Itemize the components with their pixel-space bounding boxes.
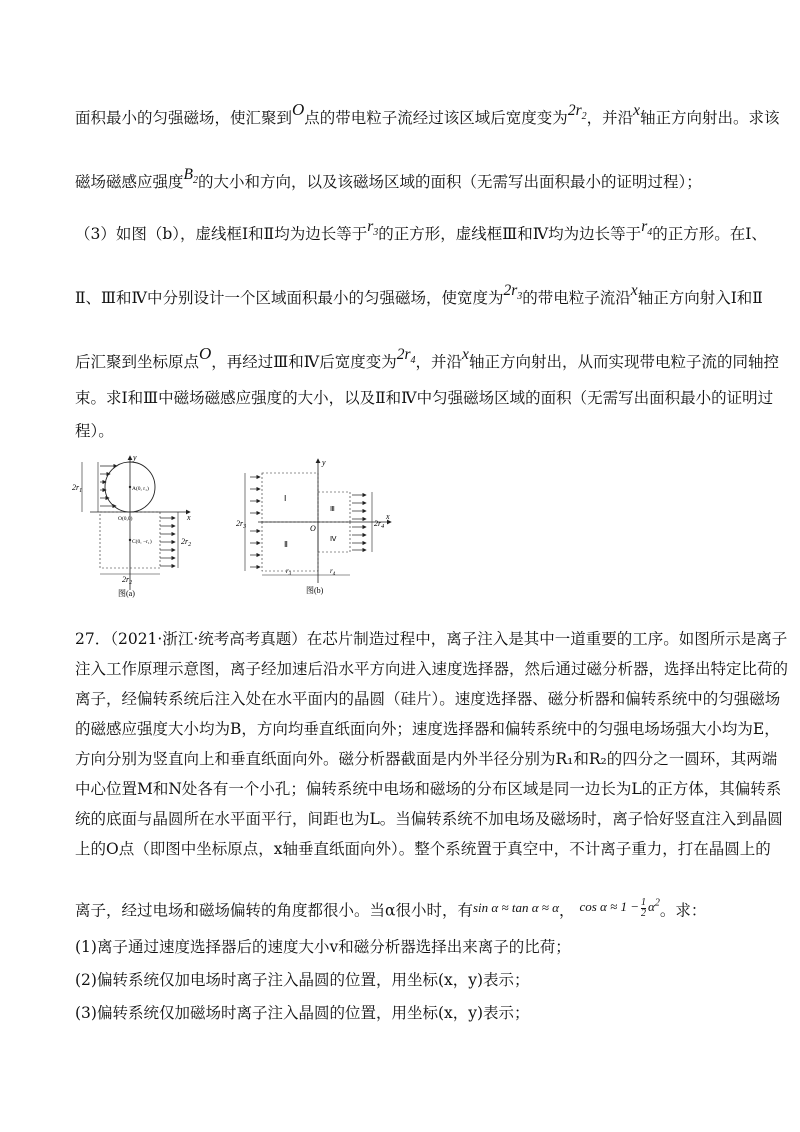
label-2r2-right: $2r_2$ bbox=[181, 537, 192, 548]
outgoing-arrows bbox=[160, 518, 175, 566]
label-I: Ⅰ bbox=[284, 494, 287, 503]
fraction-half bbox=[641, 898, 646, 919]
q27-line7: 统的底面与晶圆所在水平面平行，间距也为L。当偏转系统不加电场及磁场时，离子恰好竖直注入到晶圆 bbox=[75, 810, 783, 828]
text: Ⅱ、Ⅲ和Ⅳ中分别设计一个区域面积最小的匀强磁场，使宽度为 bbox=[75, 289, 504, 307]
para3-line3 bbox=[75, 344, 779, 379]
q27-line3: 离子，经偏转系统后注入处在水平面内的晶圆（硅片）。速度选择器、磁分析器和偏转系统中的匀强磁场 bbox=[75, 690, 781, 708]
para2-line2 bbox=[75, 166, 702, 199]
x-label: x bbox=[386, 512, 390, 521]
q27-line4: 的磁感应强度大小均为B，方向均垂直纸面向外；速度选择器和偏转系统中的匀强电场场强大小均为E， bbox=[75, 720, 780, 738]
caption-b: 图(b) bbox=[306, 586, 324, 595]
q27-line5: 方向分别为竖直向上和垂直纸面向外。磁分析器截面是内外半径分别为R₁和R₂的四分之一圆环，其两端 bbox=[75, 750, 778, 768]
math-r4 bbox=[641, 218, 653, 239]
q27-line1: 27．（2021·浙江·统考高考真题）在芯片制造过程中，离子注入是其中一道重要的工序。如图所示是离子 bbox=[75, 630, 788, 648]
para3-line2 bbox=[75, 282, 763, 315]
subscript: 2 bbox=[192, 175, 198, 187]
label-O: O bbox=[310, 524, 316, 533]
q27-line9 bbox=[75, 898, 706, 923]
text: 离子，经过电场和磁场偏转的角度都很小。当α很小时，有 bbox=[75, 901, 473, 920]
math-B2 bbox=[183, 166, 198, 187]
text: ， bbox=[559, 901, 575, 920]
q27-line2: 注入工作原理示意图，离子经加速后沿水平方向进入速度选择器，然后通过磁分析器，选择出特定比荷的 bbox=[75, 660, 789, 678]
subscript: 4 bbox=[647, 227, 653, 239]
label-2r1: $2r_1$ bbox=[72, 483, 83, 494]
sub-question-3: (3)偏转系统仅加磁场时离子注入晶圆的位置，用坐标(x，y)表示； bbox=[75, 1004, 530, 1022]
math-2r: 2r bbox=[396, 346, 411, 363]
math-r: r bbox=[367, 218, 374, 235]
box-I bbox=[262, 473, 318, 522]
math-2r2 bbox=[567, 102, 587, 123]
math-cos-approx bbox=[579, 896, 660, 919]
sub-question-1: (1)离子通过速度选择器后的速度大小v和磁分析器选择出来离子的比荷； bbox=[75, 938, 571, 956]
text: ，并沿 bbox=[415, 353, 463, 371]
x-label: x bbox=[187, 513, 191, 522]
denominator: 2 bbox=[641, 907, 647, 919]
text: 轴正方向射入Ⅰ和Ⅱ bbox=[637, 289, 763, 307]
sub-question-2: (2)偏转系统仅加电场时离子注入晶圆的位置，用坐标(x，y)表示； bbox=[75, 971, 530, 989]
point-O: O(0,0) bbox=[118, 516, 133, 522]
text: 面积最小的匀强磁场，使汇聚到 bbox=[75, 109, 293, 127]
math-r: r bbox=[641, 218, 648, 235]
q27-line8: 上的O点（即图中坐标原点，x轴垂直纸面向外）。整个系统置于真空中，不计离子重力，打在晶圆上的 bbox=[75, 840, 771, 858]
para2-line1 bbox=[75, 100, 780, 135]
q27-line6: 中心位置M和N处各有一个小孔；偏转系统中电场和磁场的分布区域是同一边长为L的正方体，其偏转系 bbox=[75, 780, 782, 798]
math-cos: cos α ≈ 1 − bbox=[579, 899, 640, 915]
caption-a: 图(a) bbox=[118, 589, 135, 598]
math-sin-approx: sin α ≈ tan α ≈ α bbox=[472, 900, 560, 916]
math-2r3 bbox=[503, 282, 523, 303]
math-O: O bbox=[292, 100, 305, 119]
label-2r2-bottom: $2r_2$ bbox=[122, 575, 133, 586]
text: 磁场磁感应强度 bbox=[75, 173, 184, 191]
label-III: Ⅲ bbox=[330, 505, 335, 513]
label-r4: $r_4$ bbox=[330, 567, 336, 577]
para3-line1 bbox=[75, 218, 767, 251]
para3-line4: 束。求Ⅰ和Ⅲ中磁场磁感应强度的大小，以及Ⅱ和Ⅳ中匀强磁场区域的面积（无需写出面积最小的证明过 bbox=[75, 389, 774, 407]
math-2r4 bbox=[396, 346, 416, 367]
math-x: x bbox=[630, 282, 638, 299]
subscript: 4 bbox=[410, 355, 416, 367]
math-alpha: α bbox=[648, 899, 655, 915]
para3-line5: 程）。 bbox=[75, 422, 114, 440]
point-C: C(0, −r₁) bbox=[132, 539, 152, 545]
outgoing-arrows bbox=[352, 495, 366, 550]
text: 的带电粒子流沿 bbox=[522, 289, 631, 307]
figure-a bbox=[70, 450, 210, 600]
text: 轴正方向射出。求该 bbox=[640, 109, 780, 127]
math-x: x bbox=[462, 346, 469, 363]
subscript: 3 bbox=[517, 291, 523, 303]
text: 轴正方向射出，从而实现带电粒子流的同轴控 bbox=[468, 353, 779, 371]
label-r3: $r_3$ bbox=[286, 567, 292, 577]
y-label: y bbox=[133, 453, 137, 462]
label-2r3: $2r_3$ bbox=[236, 519, 247, 530]
text: 。求： bbox=[659, 901, 707, 920]
y-label: y bbox=[322, 458, 326, 467]
figure-b bbox=[236, 455, 406, 600]
text: （3）如图（b），虚线框Ⅰ和Ⅱ均为边长等于 bbox=[75, 225, 368, 243]
superscript: 2 bbox=[654, 898, 660, 909]
point-A: A(0, r₁) bbox=[132, 486, 149, 492]
text: 后汇聚到坐标原点 bbox=[75, 353, 200, 371]
text: ，再经过Ⅲ和Ⅳ后宽度变为 bbox=[211, 353, 397, 371]
label-2r4: $2r_4$ bbox=[374, 519, 385, 530]
numerator: 1 bbox=[641, 896, 647, 908]
text: 点的带电粒子流经过该区域后宽度变为 bbox=[304, 109, 568, 127]
math-2r: 2r bbox=[503, 282, 518, 299]
subscript: 3 bbox=[373, 227, 379, 239]
math-B: B bbox=[183, 166, 193, 183]
math-O: O bbox=[199, 344, 212, 363]
math-r3 bbox=[367, 218, 379, 239]
label-II: Ⅱ bbox=[284, 540, 288, 549]
text: 的正方形。在Ⅰ、 bbox=[652, 225, 767, 243]
math-2r: 2r bbox=[567, 102, 582, 119]
math-x: x bbox=[633, 102, 641, 119]
text: ，并沿 bbox=[586, 109, 634, 127]
subscript: 2 bbox=[581, 111, 587, 123]
text: 的大小和方向，以及该磁场区域的面积（无需写出面积最小的证明过程）； bbox=[197, 173, 702, 191]
label-IV: Ⅳ bbox=[330, 535, 337, 543]
text: 的正方形，虚线框Ⅲ和Ⅳ均为边长等于 bbox=[378, 225, 642, 243]
